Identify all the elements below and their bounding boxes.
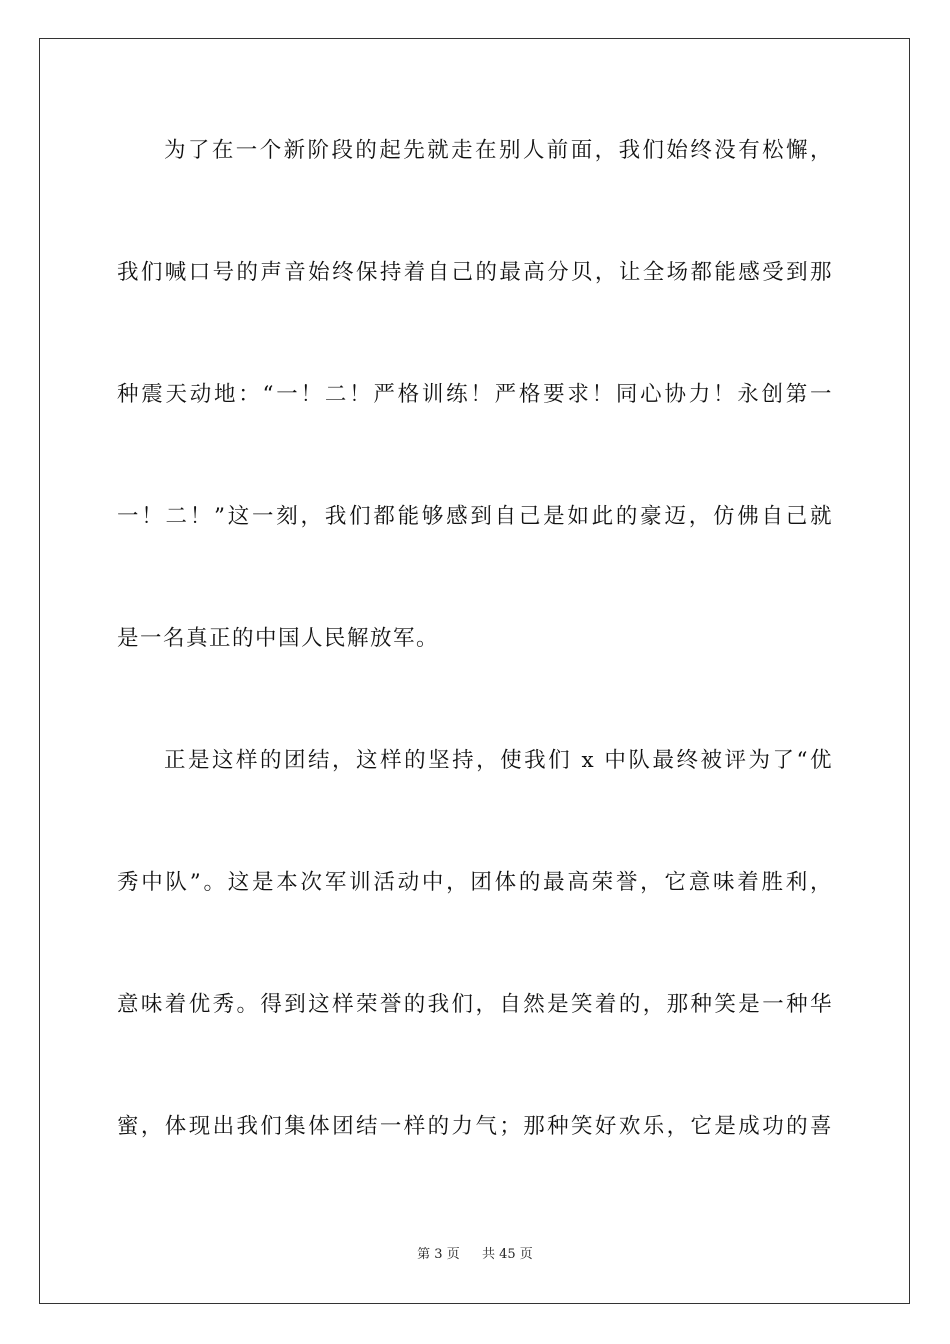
paragraph-line: 秀中队”。这是本次军训活动中，团体的最高荣誉，它意味着胜利， <box>117 870 833 895</box>
paragraph-line: 意味着优秀。得到这样荣誉的我们，自然是笑着的，那种笑是一种华 <box>117 992 833 1017</box>
paragraph-line: 正是这样的团结，这样的坚持，使我们 x 中队最终被评为了“优 <box>164 748 833 773</box>
page-total: 共 45 页 <box>482 1247 533 1262</box>
paragraph-line: 一！二！”这一刻，我们都能够感到自己是如此的豪迈，仿佛自己就 <box>117 504 833 529</box>
paragraph-line: 蜜，体现出我们集体团结一样的力气；那种笑好欢乐，它是成功的喜 <box>117 1114 833 1139</box>
paragraph-line: 是一名真正的中国人民解放军。 <box>117 626 440 651</box>
page-number: 第 3 页 <box>417 1247 460 1262</box>
paragraph-line: 我们喊口号的声音始终保持着自己的最高分贝，让全场都能感受到那 <box>117 260 833 285</box>
paragraph-line: 种震天动地：“一！二！严格训练！严格要求！同心协力！永创第一 <box>117 382 833 407</box>
paragraph-line: 为了在一个新阶段的起先就走在别人前面，我们始终没有松懈， <box>164 138 833 163</box>
page-footer <box>0 1246 950 1264</box>
